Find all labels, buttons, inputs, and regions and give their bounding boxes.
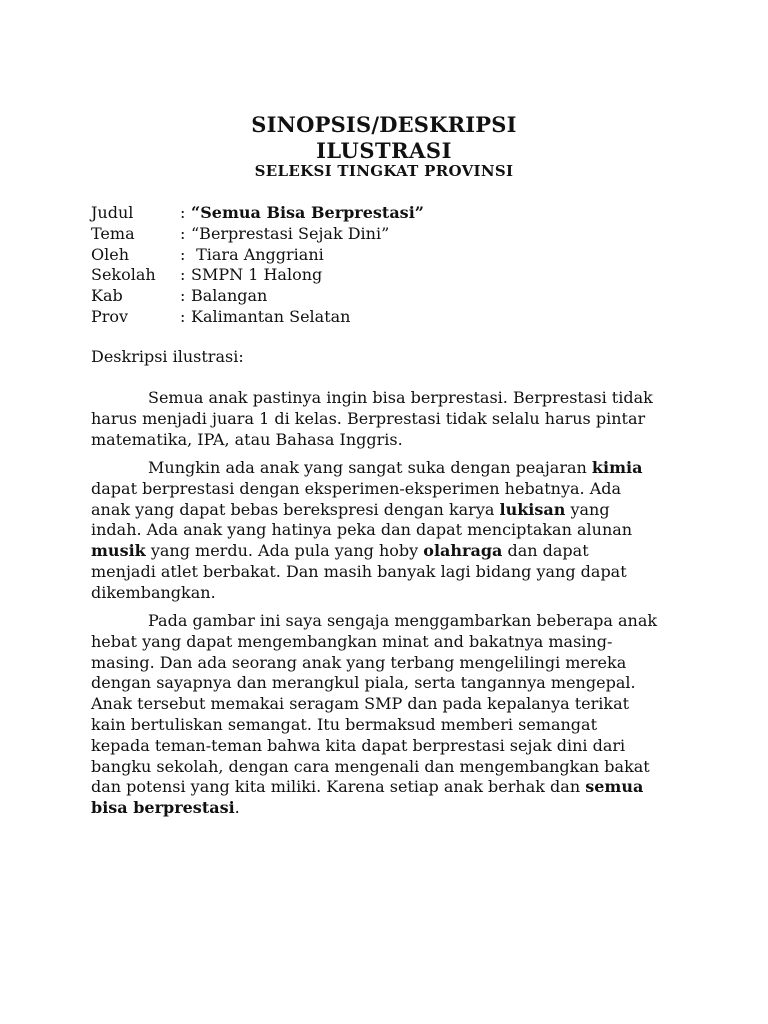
paragraph-line: matematika, IPA, atau Bahasa Inggris. [91, 429, 403, 449]
paragraph-line [91, 500, 691, 521]
emphasis-kimia: kimia [591, 458, 643, 477]
paragraph-line: hebat yang dapat mengembangkan minat and bakatnya masing- [91, 631, 613, 651]
emphasis-semua: semua [585, 777, 644, 797]
paragraph-line: menjadi atlet berbakat. Dan masih banyak lagi bidang yang dapat [91, 561, 627, 581]
text-run: anak yang dapat bebas berekspresi dengan karya [91, 499, 500, 519]
paragraph-line: indah. Ada anak yang hatinya peka dan dapat menciptakan alunan [91, 520, 633, 540]
paragraph-line: Pada gambar ini saya sengaja menggambarkan beberapa anak [148, 611, 658, 630]
meta-key: Sekolah [91, 265, 156, 285]
text-run: dan potensi yang kita miliki. Karena setiap anak berhak dan [91, 777, 586, 797]
section-label: Deskripsi ilustrasi: [91, 347, 244, 366]
paragraph-line: dengan sayapnya dan merangkul piala, serta tangannya mengepal. [91, 673, 636, 693]
meta-separator: : [180, 265, 186, 285]
meta-separator: : [180, 223, 186, 243]
emphasis-bisa-berprestasi: bisa berprestasi [91, 798, 235, 818]
meta-value-author: Tiara Anggriani [191, 244, 324, 264]
meta-separator: : [180, 203, 186, 222]
emphasis-musik: musik [91, 541, 146, 561]
text-run: . [234, 798, 240, 818]
meta-key: Kab [91, 286, 123, 306]
paragraph-line [91, 798, 691, 819]
text-run: yang merdu. Ada pula yang hoby [145, 541, 424, 561]
document-subtitle: SELEKSI TINGKAT PROVINSI [254, 162, 514, 180]
meta-key: Judul [91, 203, 134, 222]
meta-row-tema [91, 224, 424, 245]
meta-row-prov [91, 307, 424, 328]
meta-value-regency: Balangan [191, 286, 268, 306]
paragraph-line: masing. Dan ada seorang anak yang terbang mengelilingi mereka [91, 652, 627, 672]
paragraph-line: harus menjadi juara 1 di kelas. Berprestasi tidak selalu harus pintar [91, 408, 646, 428]
meta-key: Oleh [91, 244, 130, 264]
identity-table [91, 203, 424, 328]
text-run: yang [565, 499, 610, 519]
paragraph-line [91, 777, 691, 798]
document-title-line2: ILUSTRASI [316, 138, 452, 163]
paragraph-3 [91, 611, 691, 819]
meta-row-oleh [91, 245, 424, 266]
meta-key: Prov [91, 306, 129, 326]
paragraph-line: kain bertuliskan semangat. Itu bermaksud memberi semangat [91, 714, 598, 734]
meta-separator: : [180, 286, 186, 306]
meta-row-judul [91, 203, 424, 224]
meta-value-theme: “Berprestasi Sejak Dini” [191, 223, 390, 243]
meta-separator: : [180, 244, 186, 264]
paragraph-line: Semua anak pastinya ingin bisa berprestasi. Berprestasi tidak [148, 388, 653, 407]
meta-key: Tema [91, 223, 135, 243]
paragraph-line: Anak tersebut memakai seragam SMP dan pada kepalanya terikat [91, 694, 630, 714]
paragraph-line: kepada teman-teman bahwa kita dapat berprestasi sejak dini dari [91, 735, 626, 755]
emphasis-olahraga: olahraga [423, 541, 503, 561]
paragraph-line: dikembangkan. [91, 582, 216, 602]
paragraph-1 [91, 388, 691, 450]
paragraph-line [91, 458, 691, 479]
text-run: Mungkin ada anak yang sangat suka dengan peajaran [148, 458, 592, 477]
paragraph-2 [91, 458, 691, 604]
emphasis-lukisan: lukisan [499, 499, 566, 519]
paragraph-line [91, 541, 691, 562]
paragraph-line: dapat berprestasi dengan eksperimen-eksperimen hebatnya. Ada [91, 478, 622, 498]
text-run: dan dapat [502, 541, 589, 561]
document-title: SINOPSIS/DESKRIPSI [251, 112, 517, 137]
meta-row-sekolah [91, 265, 424, 286]
meta-row-kab [91, 286, 424, 307]
meta-value-province: Kalimantan Selatan [191, 306, 351, 326]
paragraph-line: bangku sekolah, dengan cara mengenali dan mengembangkan bakat [91, 756, 650, 776]
meta-value-school: SMPN 1 Halong [191, 265, 323, 285]
meta-value-title: “Semua Bisa Berprestasi” [191, 203, 424, 222]
meta-separator: : [180, 306, 186, 326]
